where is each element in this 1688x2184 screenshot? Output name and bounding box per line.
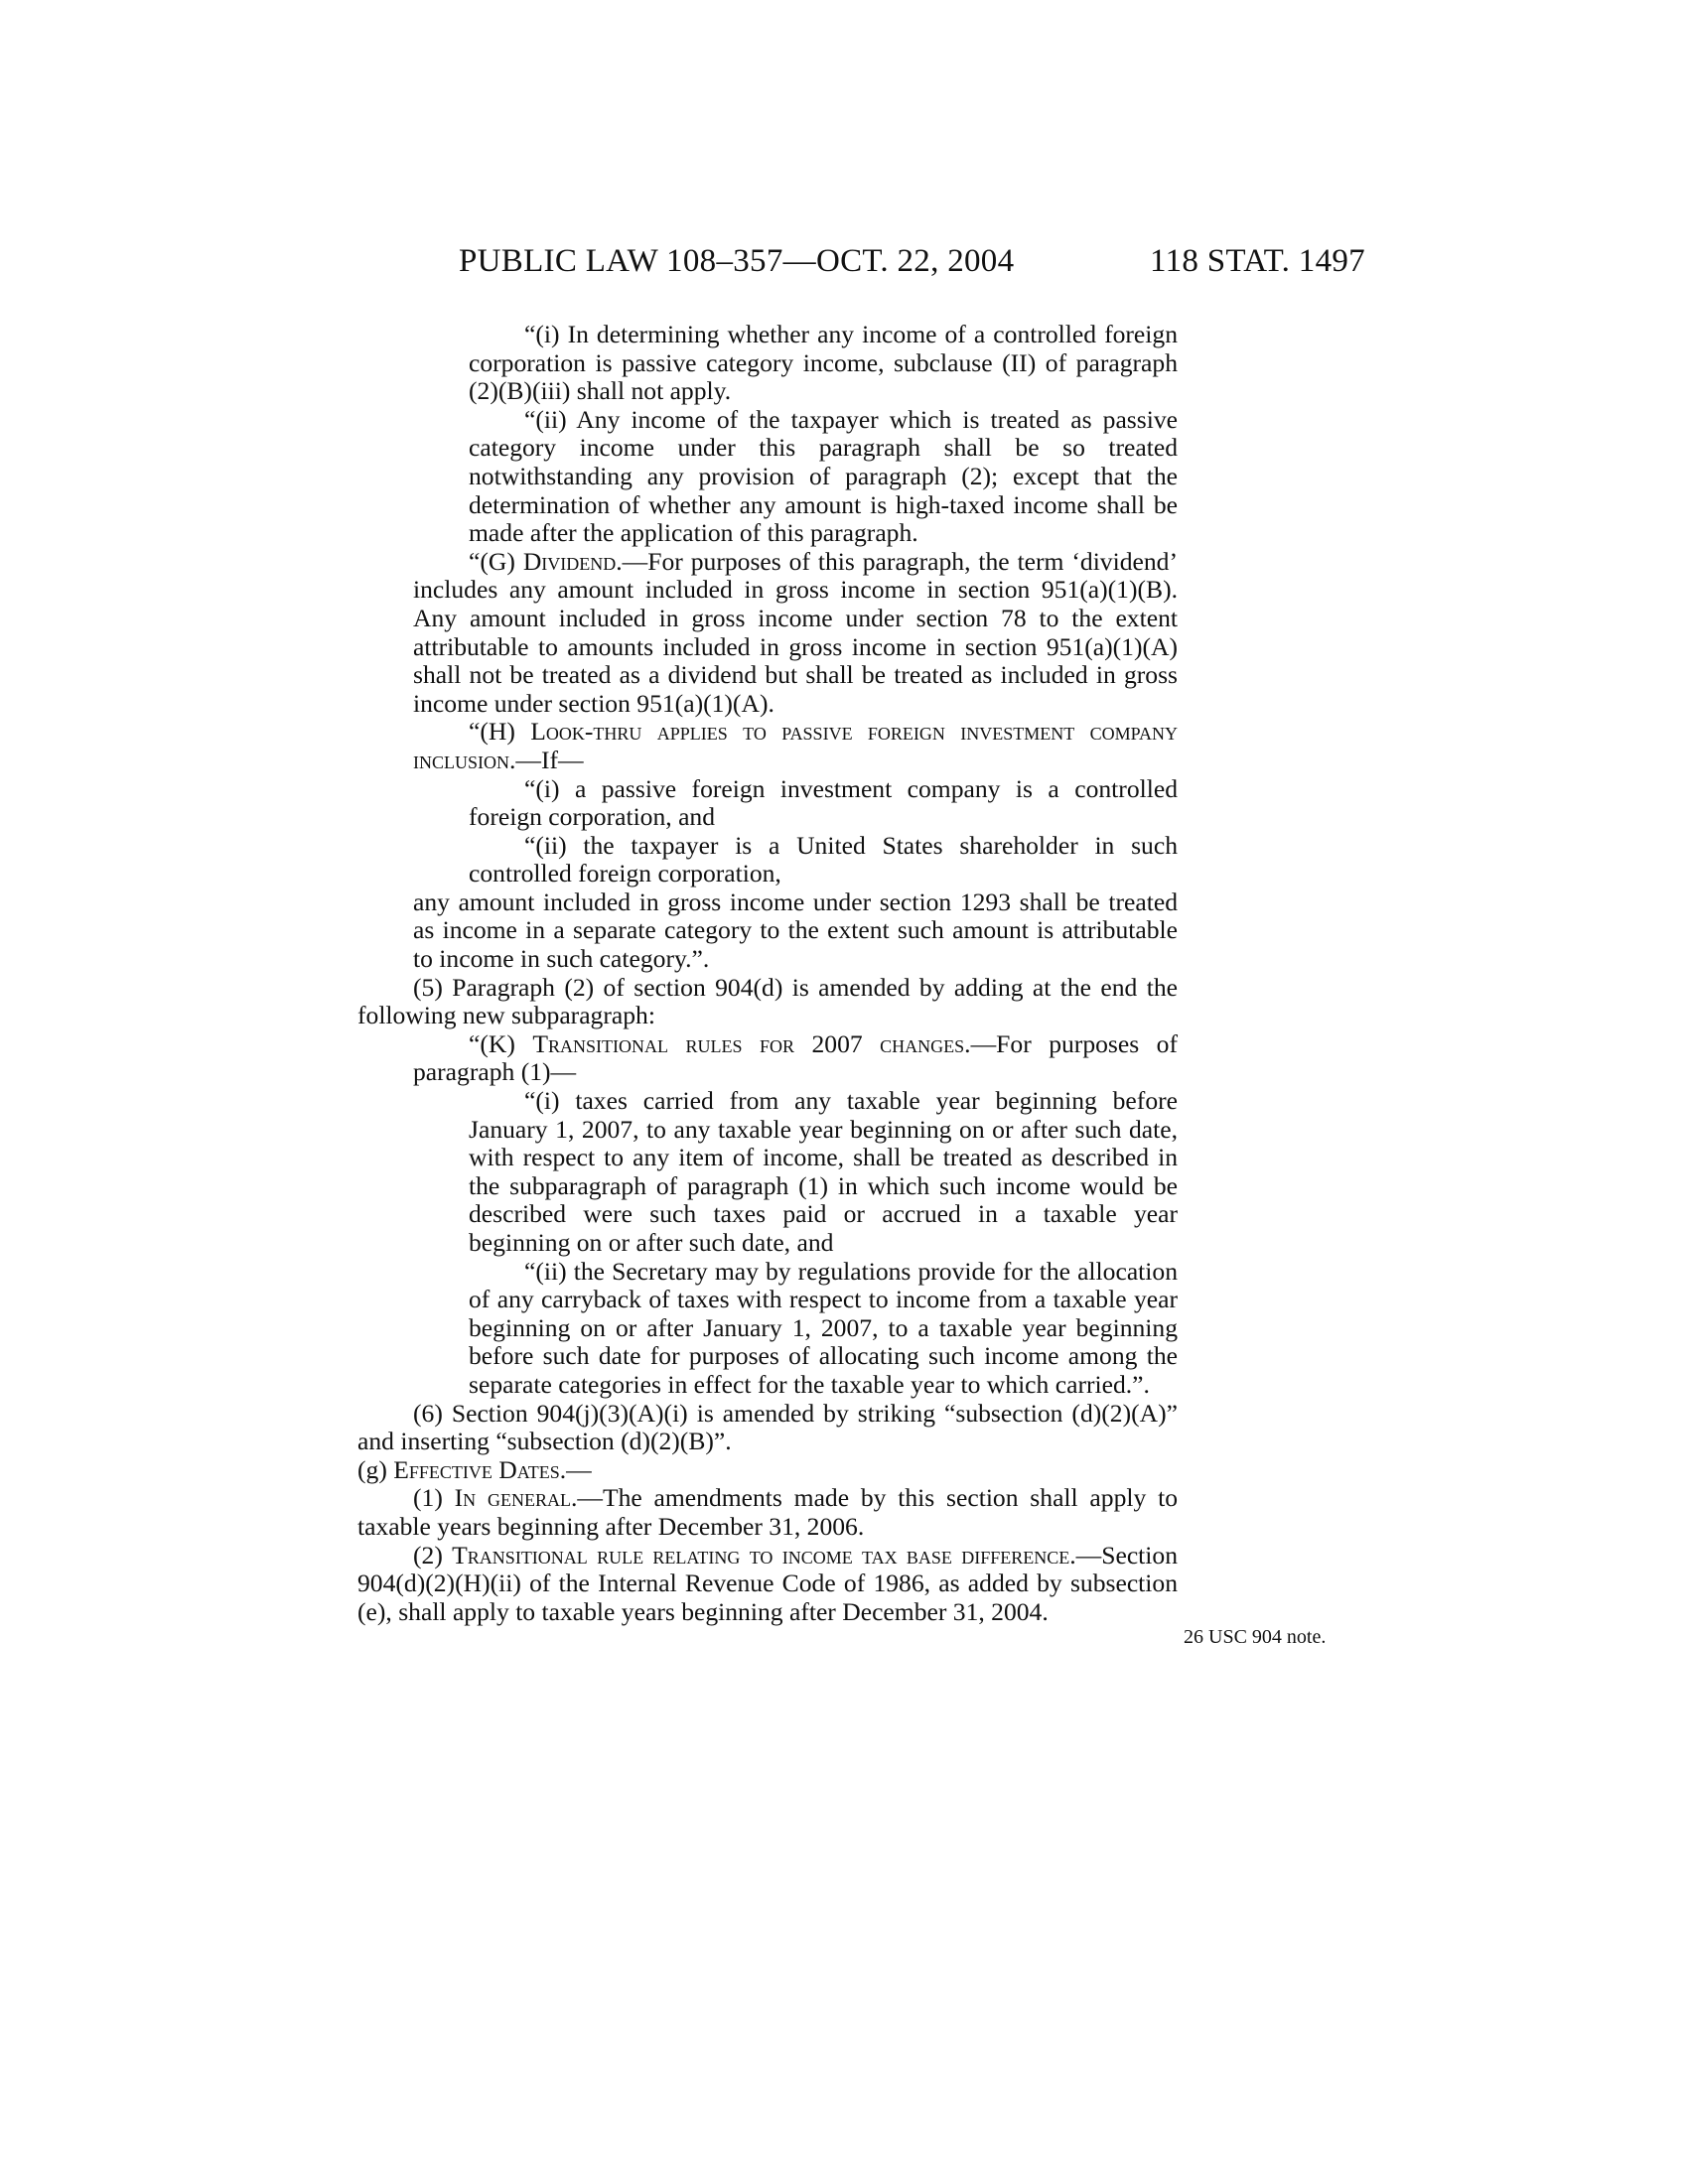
subsection-g-prefix: (g): [357, 1454, 394, 1484]
subsection-g-heading: Effective Dates: [393, 1454, 560, 1484]
subparagraph-k: [357, 1030, 1178, 1087]
subparagraph-k-prefix: “(K): [469, 1028, 533, 1058]
running-header: PUBLIC LAW 108–357—OCT. 22, 2004: [459, 243, 1015, 279]
subparagraph-g-heading: Dividend: [522, 546, 617, 576]
subparagraph-g-prefix: “(G): [469, 546, 523, 576]
effective-1-prefix: (1): [413, 1483, 455, 1513]
clause-i: “(i) In determining whether any income of a controlled foreign corporation is passive category income, subclause (II) of paragraph (2)(B)(iii) shall not apply.: [469, 320, 1178, 406]
effective-2-heading: Transitional rule relating to income tax base difference: [452, 1540, 1070, 1570]
effective-2-text: .—Section 904(d)(2)(H)(ii) of the Internal Revenue Code of 1986, as added by subsection (e), shall apply to taxable years beginning after December 31, 2004.: [357, 1540, 1178, 1626]
subparagraph-h-prefix: “(H): [469, 717, 531, 747]
subsection-g-text: .—: [559, 1454, 592, 1484]
effective-dates-paragraph-1: [357, 1484, 1178, 1541]
subparagraph-g: [357, 548, 1178, 719]
subparagraph-h-clause-ii: “(ii) the taxpayer is a United States shareholder in such controlled foreign corporation,: [469, 830, 1178, 888]
subparagraph-h-heading: Look-thru applies to passive foreign investment company inclusion: [413, 717, 1179, 774]
clause-ii: “(ii) Any income of the taxpayer which is treated as passive category income under this paragraph shall be so treated notwithstanding any provision of paragraph (2); except that the determination of whether any amount is high-taxed income shall be made after the application of this paragraph.: [469, 404, 1178, 548]
subparagraph-h-flush-text: any amount included in gross income under section 1293 shall be treated as income in a separate category to the extent such amount is attributable to income in such category.”.: [413, 887, 1178, 974]
subparagraph-h: [357, 718, 1178, 774]
statute-text: [357, 321, 1178, 1626]
page-stat-number: 118 STAT. 1497: [1150, 243, 1365, 279]
subparagraph-k-clause-ii: “(ii) the Secretary may by regulations provide for the allocation of any carryback of taxes with respect to income from a taxable year beginning on or after January 1, 2007, to a taxable year beginning before such date for purposes of allocating such income among the separate categories in effect for the taxable year to which carried.”.: [469, 1256, 1178, 1399]
effective-2-prefix: (2): [413, 1540, 453, 1570]
subsection-g: [357, 1456, 1178, 1485]
subparagraph-k-heading: Transitional rules for 2007 changes: [532, 1028, 965, 1058]
effective-1-text: .—The amendments made by this section shall apply to taxable years beginning after December 31, 2006.: [357, 1483, 1178, 1541]
subparagraph-g-text: .—For purposes of this paragraph, the term ‘dividend’ includes any amount included in gross income in section 951(a)(1)(B). Any amount included in gross income under section 78 to the extent attributable to amounts included in gross income in section 951(a)(1)(A) shall not be treated as a dividend but shall be treated as included in gross income under section 951(a)(1)(A).: [413, 546, 1178, 718]
effective-dates-paragraph-2: [357, 1542, 1178, 1627]
paragraph-6: (6) Section 904(j)(3)(A)(i) is amended by striking “subsection (d)(2)(A)” and inserting “subsection (d)(2)(B)”.: [357, 1398, 1178, 1456]
subparagraph-k-clause-i: “(i) taxes carried from any taxable year beginning before January 1, 2007, to any taxable year beginning on or after such date, with respect to any item of income, shall be treated as described in the subparagraph of paragraph (1) in which such income would be described were such taxes paid or accrued in a taxable year beginning on or after such date, and: [469, 1086, 1178, 1257]
margin-citation-note: 26 USC 904 note.: [1184, 1626, 1327, 1648]
subparagraph-h-clause-i: “(i) a passive foreign investment company is a controlled foreign corporation, and: [469, 773, 1178, 832]
subparagraph-h-text: .—If—: [509, 745, 584, 774]
effective-1-heading: In general: [454, 1483, 571, 1513]
paragraph-5: (5) Paragraph (2) of section 904(d) is amended by adding at the end the following new subparagraph:: [357, 972, 1178, 1030]
subparagraph-k-text: .—For purposes of paragraph (1)—: [413, 1028, 1178, 1087]
